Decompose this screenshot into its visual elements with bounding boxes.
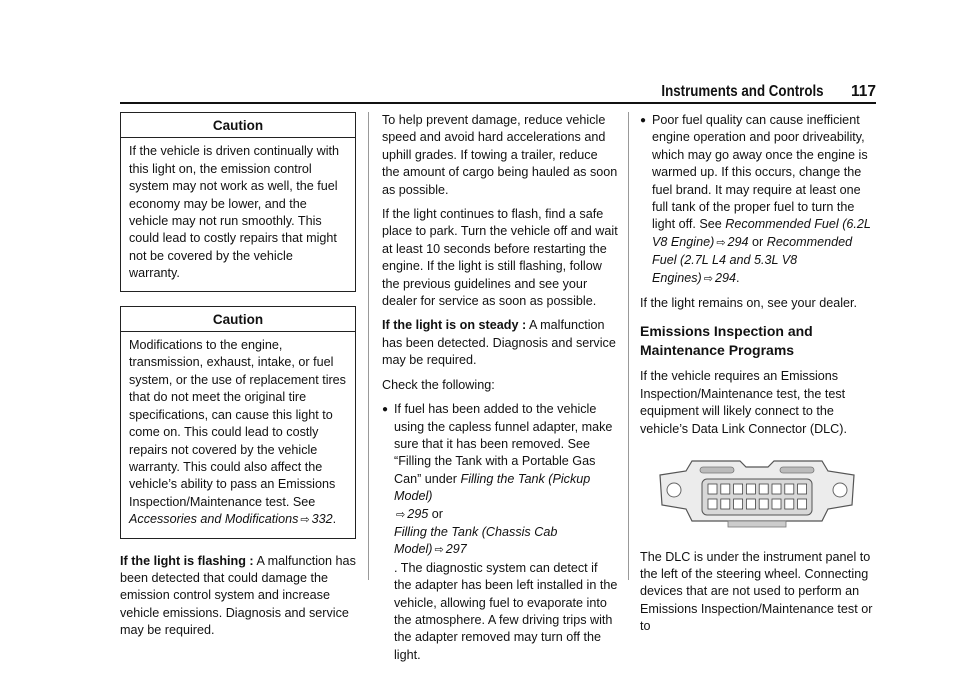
caution-box [120, 112, 356, 292]
caution-title: Caution [121, 113, 355, 138]
dlc-pin-cavity [746, 499, 755, 509]
paragraph: If the vehicle requires an Emissions Inspection/Maintenance test, the test equipment will likely connect to the vehicle’s Data Link Connector (DLC). [640, 369, 847, 436]
dlc-pin-cavity [772, 499, 781, 509]
page-reference-arrow-icon: ⇨ [396, 508, 406, 521]
list-item-text: . The diagnostic system can detect if the adapter has been left installed in the vehicle, allowing fuel to evaporate into the atmosphere. A few driving trips with the adapter removed may turn off the light. [394, 560, 618, 662]
conjunction: or [752, 234, 764, 249]
column-3 [640, 112, 878, 643]
page-header [120, 80, 876, 104]
paragraph: If the light continues to flash, find a safe place to park. Turn the vehicle off and wait at least 10 seconds before restarting the engine. If the light is still flashing, follow the previous guidelines and see your dealer for service as soon as possible. [382, 207, 618, 309]
dlc-pin-cavity [721, 499, 730, 509]
bullet-dot-icon: ● [640, 115, 647, 126]
list-item [382, 401, 618, 664]
dlc-pin-cavity [759, 499, 768, 509]
cross-reference-link[interactable]: Recommended Fuel (2.7L L4 and 5.3L V8 Engines) [652, 234, 853, 285]
dlc-pin-cavity [708, 484, 717, 494]
punctuation: . [735, 270, 740, 285]
paragraph [382, 317, 618, 369]
paragraph: The DLC is under the instrument panel to the left of the steering wheel. Connecting devices that are not used to perform an Emissions Inspection/Maintenance test or to [640, 549, 873, 634]
bullet-list [382, 401, 618, 664]
page-number: 117 [850, 83, 876, 100]
page-reference-number[interactable]: 294 [727, 234, 749, 249]
dlc-pin-cavity [772, 484, 781, 494]
lead-in: If the light is on steady : [382, 318, 527, 333]
list-item-text: If fuel has been added to the vehicle using the capless funnel adapter, make sure that it has been removed. See “Filling the Tank with a Portable Gas Can” under [394, 402, 613, 486]
dlc-pin-cavity [746, 484, 755, 494]
caution-title: Caution [121, 307, 355, 332]
cross-reference-link[interactable]: Recommended Fuel (6.2L V8 Engine) [652, 217, 871, 249]
bullet-list [640, 112, 878, 288]
page-reference-arrow-icon: ⇨ [703, 272, 713, 285]
caution-body: Modifications to the engine, transmission, exhaust, intake, or fuel system, or the use of replacement tires that do not meet the original tire specifications, can cause this light to come on. This could lead to costly repairs not covered by the vehicle warranty. This could also affect the vehicle’s ability to pass an Emissions Inspection/Maintenance test. See [129, 338, 346, 509]
page-reference-number[interactable]: 294 [714, 270, 736, 285]
caution-box [120, 306, 356, 539]
dlc-pin-cavity [734, 499, 743, 509]
caution-text: If the vehicle is driven continually with this light on, the emission control system may not work as well, the fuel economy may be lower, and the vehicle may not run smoothly. This could lead to costly repairs that might not be covered by the vehicle warranty. [129, 144, 339, 281]
cross-reference-link[interactable]: Filling the Tank (Pickup Model) [394, 471, 591, 504]
dlc-pin-cavity [708, 499, 717, 509]
page-reference-number[interactable]: 295 [407, 506, 429, 521]
paragraph-text: A malfunction has been detected that could damage the emission control system and increase vehicle emissions. Diagnosis and service may be required. [120, 553, 356, 638]
section-title: Instruments and Controls [661, 83, 824, 100]
dlc-pin-cavity [734, 484, 743, 494]
page-reference-arrow-icon: ⇨ [434, 544, 444, 557]
dlc-pin-cavity [798, 499, 807, 509]
paragraph: To help prevent damage, reduce vehicle speed and avoid hard accelerations and uphill grades. If towing a trailer, reduce the amount of cargo being hauled as soon as possible. [382, 113, 618, 197]
lead-in: If the light is flashing : [120, 553, 254, 568]
conjunction: or [431, 506, 443, 521]
dlc-pin-cavity [785, 499, 794, 509]
dlc-connector-illustration [652, 453, 862, 533]
cross-reference-link[interactable]: Accessories and Modifications [129, 512, 299, 527]
dlc-pin-cavity [785, 484, 794, 494]
page-reference-arrow-icon: ⇨ [300, 514, 310, 527]
bullet-dot-icon: ● [382, 404, 389, 416]
page-reference-number[interactable]: 332 [311, 512, 333, 527]
punctuation: . [332, 512, 337, 527]
dlc-pin-cavity [721, 484, 730, 494]
column-2 [382, 112, 618, 671]
column-divider [628, 112, 629, 580]
section-heading: Emissions Inspection and Maintenance Programs [640, 323, 813, 359]
column-divider [368, 112, 369, 580]
paragraph-text: A malfunction has been detected. Diagnosis and service may be required. [382, 318, 616, 368]
list-item [640, 112, 878, 288]
dlc-pin-cavity [759, 484, 768, 494]
paragraph: Check the following: [382, 377, 495, 392]
column-1 [120, 112, 356, 647]
page-reference-arrow-icon: ⇨ [716, 236, 726, 249]
paragraph [120, 553, 356, 640]
dlc-pin-cavity [798, 484, 807, 494]
list-item-text: Poor fuel quality can cause inefficient engine operation and poor driveability, which may go away once the engine is warmed up. If this occurs, change the fuel brand. It may require at least one full tank of the proper fuel to turn the light off. See [652, 113, 868, 232]
paragraph: If the light remains on, see your dealer. [640, 296, 858, 311]
cross-reference-link[interactable]: Filling the Tank (Chassis Cab Model) [394, 524, 558, 557]
page-reference-number[interactable]: 297 [445, 542, 467, 557]
caution-text [121, 332, 355, 537]
